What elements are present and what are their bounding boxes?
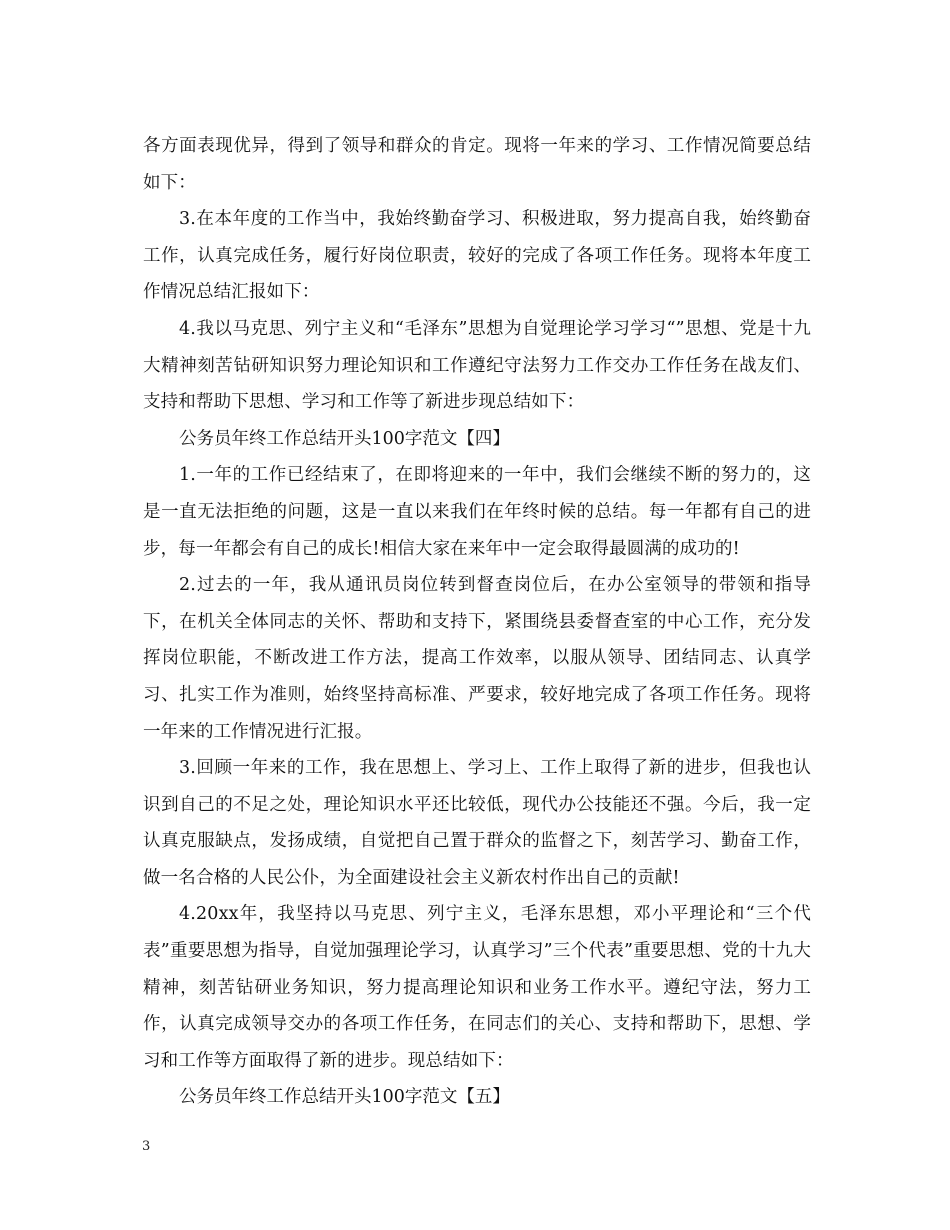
paragraph-section4-item-3: 3.回顾一年来的工作，我在思想上、学习上、工作上取得了新的进步，但我也认识到自己的不足之处，理论知识水平还比较低，现代办公技能还不强。今后，我一定认真克服缺点，发扬成绩，自觉把自己置于群众的监督之下，刻苦学习、勤奋工作，做一名合格的人民公仆，为全面建设社会主义新农村作出自己的贡献! <box>143 758 811 888</box>
section-heading-four: 公务员年终工作总结开头100字范文【四】 <box>179 428 510 449</box>
paragraph-item-4: 4.我以马克思、列宁主义和“毛泽东”思想为自觉理论学习学习“”思想、党是十九大精神刻苦钻研知识努力理论知识和工作遵纪守法努力工作交办工作任务在战友们、支持和帮助下思想、学习和工作等了新进步现总结如下： <box>143 318 811 413</box>
paragraph-intro-continuation: 各方面表现优异，得到了领导和群众的肯定。现将一年来的学习、工作情况简要总结如下： <box>143 136 811 193</box>
section-heading-five: 公务员年终工作总结开头100字范文【五】 <box>179 1087 510 1108</box>
page-number: 3 <box>142 1139 151 1154</box>
paragraph-section4-item-2: 2.过去的一年，我从通讯员岗位转到督查岗位后，在办公室领导的带领和指导下，在机关全体同志的关怀、帮助和支持下，紧围绕县委督查室的中心工作，充分发挥岗位职能，不断改进工作方法，提高工作效率，以服从领导、团结同志、认真学习、扎实工作为准则，始终坚持高标准、严要求，较好地完成了各项工作任务。现将一年来的工作情况进行汇报。 <box>143 575 811 742</box>
paragraph-item-3: 3.在本年度的工作当中，我始终勤奋学习、积极进取，努力提高自我，始终勤奋工作，认真完成任务，履行好岗位职责，较好的完成了各项工作任务。现将本年度工作情况总结汇报如下： <box>143 209 811 303</box>
paragraph-section4-item-1: 1.一年的工作已经结束了，在即将迎来的一年中，我们会继续不断的努力的，这是一直无法拒绝的问题，这是一直以来我们在年终时候的总结。每一年都有自己的进步，每一年都会有自己的成长!相信大家在来年中一定会取得最圆满的成功的! <box>143 465 811 559</box>
paragraph-section4-item-4: 4.20xx年，我坚持以马克思、列宁主义，毛泽东思想，邓小平理论和“三个代表”重要思想为指导，自觉加强理论学习，认真学习”三个代表”重要思想、党的十九大精神，刻苦钻研业务知识，努力提高理论知识和业务工作水平。遵纪守法，努力工作，认真完成领导交办的各项工作任务，在同志们的关心、支持和帮助下，思想、学习和工作等方面取得了新的进步。现总结如下： <box>143 904 811 1071</box>
document-body <box>143 128 811 1116</box>
